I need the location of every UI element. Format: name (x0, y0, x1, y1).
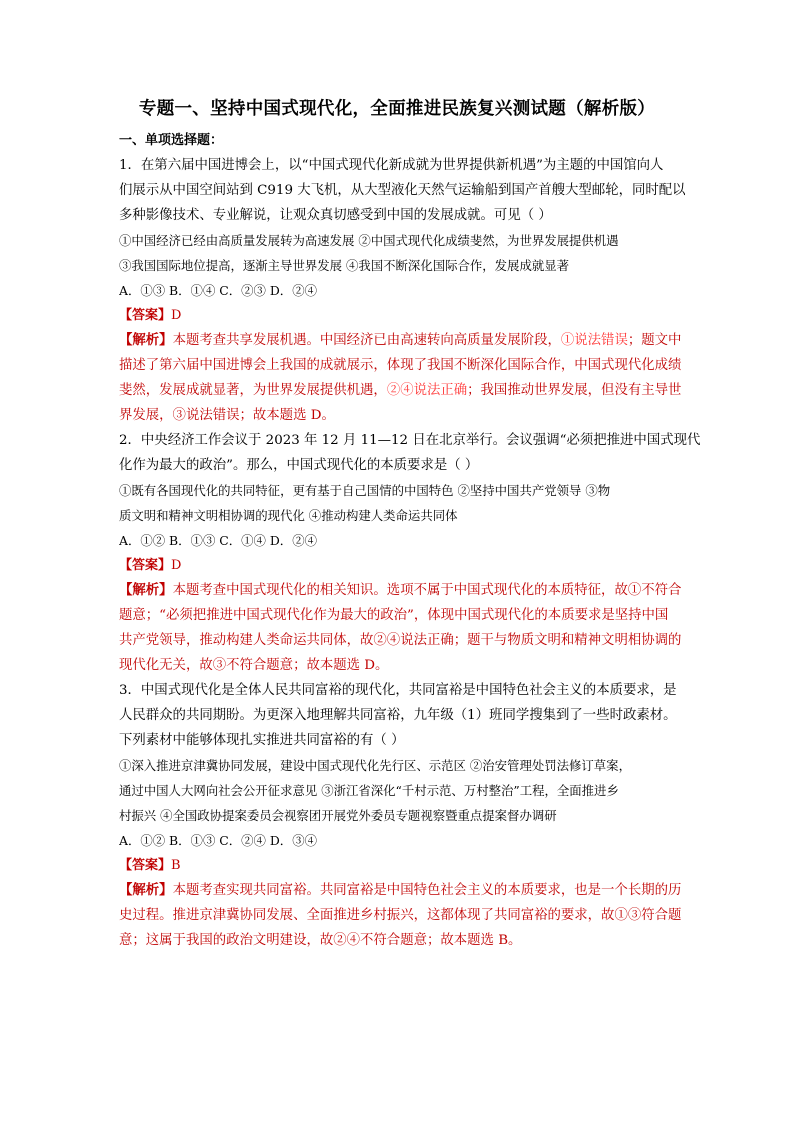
question-stem-line: 多种影像技术、专业解说，让观众真切感受到中国的发展成就。可见（ ） (119, 208, 552, 223)
question-stem-line: 3．中国式现代化是全体人民共同富裕的现代化，共同富裕是中国特色社会主义的本质要求，是 (119, 683, 677, 698)
question-3 (119, 678, 705, 953)
explanation-line (119, 928, 705, 953)
question-stem-line: 1．在第六届中国进博会上，以“中国式现代化新成就为世界提供新机遇”为主题的中国馆向人 (119, 158, 664, 173)
question-options-line: ①深入推进京津冀协同发展，建设中国式现代化先行区、示范区 ②治安管理处罚法修订草案， (119, 758, 631, 773)
explanation-text: 题意；“必须把推进中国式现代化作为最大的政治”，体现中国式现代化的本质要求是坚持中国 (119, 608, 669, 623)
answer-line (119, 303, 705, 328)
page-title: 专题一、坚持中国式现代化，全面推进民族复兴测试题（解析版） (138, 99, 656, 119)
answer-line (119, 553, 705, 578)
explanation-text: 界发展，③说法错误；故本题选 D。 (119, 408, 335, 423)
answer-choices: A．①② B．①③ C．①④ D．②④ (119, 533, 317, 548)
explanation-highlight: ①说法错误 (560, 333, 628, 348)
explanation-highlight: ②④说法正确 (386, 383, 468, 398)
question-stem-line: 化作为最大的政治”。那么，中国式现代化的本质要求是（ ） (119, 458, 479, 473)
explanation-line (119, 603, 705, 628)
explanation-text: 本题考查实现共同富裕。共同富裕是中国特色社会主义的本质要求，也是一个长期的历 (172, 883, 682, 898)
explanation-text: 现代化无关，故③不符合题意；故本题选 D。 (119, 658, 389, 673)
explanation-line (119, 628, 705, 653)
question-stem-line: 人民群众的共同期盼。为更深入地理解共同富裕，九年级（1）班同学搜集到了一些时政素材。 (119, 708, 677, 723)
explanation-text: 意；这属于我国的政治文明建设，故②④不符合题意；故本题选 B。 (119, 933, 522, 948)
explanation-text: 本题考查共享发展机遇。中国经济已由高速转向高质量发展阶段， (172, 333, 561, 348)
explanation-line (119, 328, 705, 353)
explanation-text: 斐然，发展成就显著，为世界发展提供机遇， (119, 383, 387, 398)
explanation-line (119, 903, 705, 928)
explanation-line (119, 403, 705, 428)
question-options-line: 村振兴 ④全国政协提案委员会视察团开展党外委员专题视察暨重点提案督办调研 (119, 808, 557, 823)
explanation-line (119, 578, 705, 603)
answer-label: 【答案】 (119, 558, 172, 573)
explanation-text: ；题文中 (627, 333, 682, 348)
question-stem-line: 们展示从中国空间站到 C919 大飞机，从大型液化天然气运输船到国产首艘大型邮轮，同时配以 (119, 183, 686, 198)
explanation-text: 描述了第六届中国进博会上我国的成就展示，体现了我国不断深化国际合作，中国式现代化成绩 (119, 358, 682, 373)
explanation-line (119, 353, 705, 378)
question-stem-line: 下列素材中能够体现扎实推进共同富裕的有（ ） (119, 733, 405, 748)
answer-choices: A．①② B．①③ C．②④ D．③④ (119, 833, 317, 848)
question-stem-line: 2．中央经济工作会议于 2023 年 12 月 11—12 日在北京举行。会议强调“必须把推进中国式现代 (119, 433, 701, 448)
section-heading: 一、单项选择题： (119, 133, 224, 148)
question-options-line: 质文明和精神文明相协调的现代化 ④推动构建人类命运共同体 (119, 508, 458, 523)
question-options-line: ③我国国际地位提高，逐渐主导世界发展 ④我国不断深化国际合作，发展成就显著 (119, 258, 570, 273)
answer-value: D (171, 558, 182, 573)
explanation-line (119, 878, 705, 903)
explanation-line (119, 378, 705, 403)
question-options-line: ①既有各国现代化的共同特征，更有基于自己国情的中国特色 ②坚持中国共产党领导 ③物 (119, 483, 611, 498)
explanation-line (119, 653, 705, 678)
question-options-line: ①中国经济已经由高质量发展转为高速发展 ②中国式现代化成绩斐然，为世界发展提供机遇 (119, 233, 619, 248)
question-2 (119, 428, 705, 678)
answer-value: B (171, 858, 181, 873)
explanation-text: 史过程。推进京津冀协同发展、全面推进乡村振兴，这都体现了共同富裕的要求，故①③符合题 (119, 908, 682, 923)
answer-choices: A．①③ B．①④ C．②③ D．②④ (119, 283, 317, 298)
explanation-text: 本题考查中国式现代化的相关知识。选项不属于中国式现代化的本质特征，故①不符合 (172, 583, 682, 598)
answer-value: D (171, 308, 182, 323)
explanation-text: 共产党领导，推动构建人类命运共同体，故②④说法正确；题干与物质文明和精神文明相协调的 (119, 633, 682, 648)
explanation-text: ；我国推动世界发展，但没有主导世 (467, 383, 682, 398)
answer-label: 【答案】 (119, 858, 172, 873)
question-1 (119, 153, 705, 428)
answer-label: 【答案】 (119, 308, 172, 323)
explanation-label: 【解析】 (119, 333, 173, 348)
answer-line (119, 853, 705, 878)
question-list (119, 128, 705, 953)
question-options-line: 通过中国人大网向社会公开征求意见 ③浙江省深化“千村示范、万村整治”工程，全面推进乡 (119, 783, 619, 798)
explanation-label: 【解析】 (119, 883, 173, 898)
explanation-label: 【解析】 (119, 583, 173, 598)
